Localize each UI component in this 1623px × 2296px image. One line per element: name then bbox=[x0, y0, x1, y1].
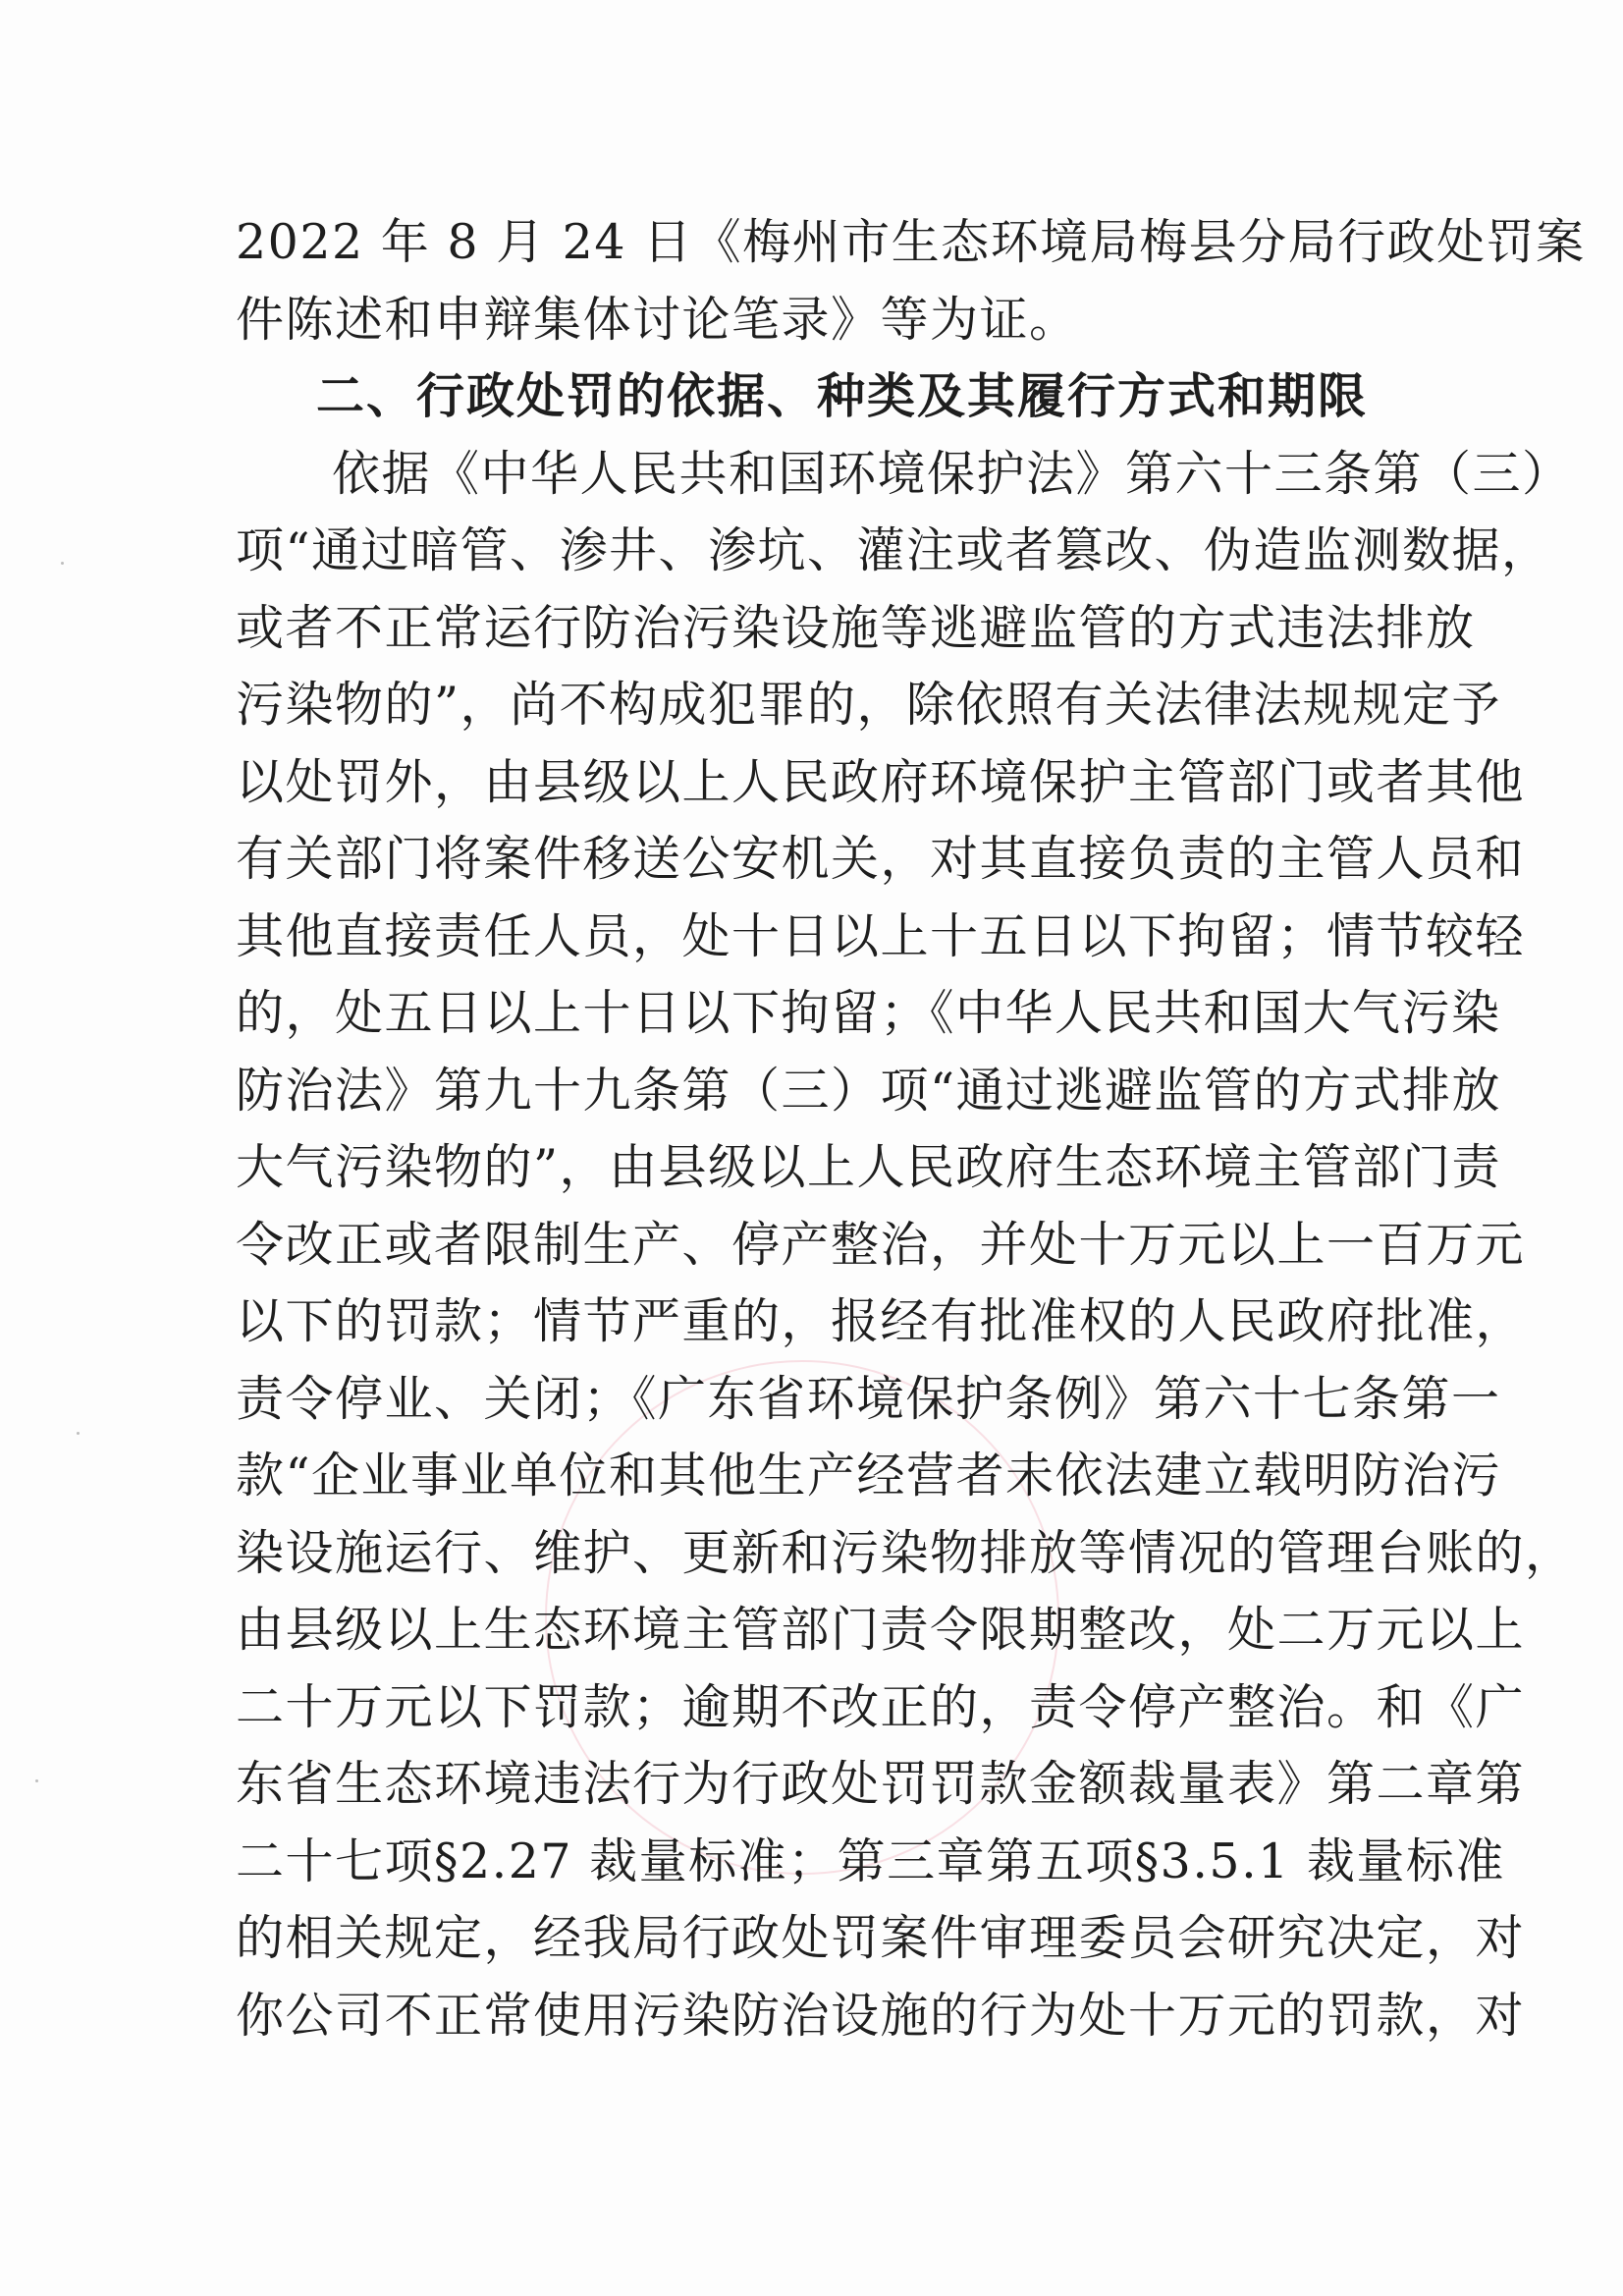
text-line: 的相关规定，经我局行政处罚案件审理委员会研究决定，对 bbox=[236, 1910, 1526, 1966]
text-line: 二十万元以下罚款；逾期不改正的，责令停产整治。和《广 bbox=[236, 1678, 1526, 1735]
text-line: 依据《中华人民共和国环境保护法》第六十三条第（三） bbox=[332, 445, 1572, 502]
text-line: 的，处五日以上十日以下拘留；《中华人民共和国大气污染 bbox=[236, 985, 1501, 1041]
text-line: 款“企业事业单位和其他生产经营者未依法建立载明防治污 bbox=[236, 1448, 1502, 1503]
text-line: 有关部门将案件移送公安机关，对其直接负责的主管人员和 bbox=[236, 831, 1526, 887]
text-line: 其他直接责任人员，处十日以上十五日以下拘留；情节较轻 bbox=[236, 907, 1526, 964]
text-line: 令改正或者限制生产、停产整治，并处十万元以上一百万元 bbox=[236, 1216, 1526, 1273]
text-line: 责令停业、关闭；《广东省环境保护条例》第六十七条第一 bbox=[236, 1370, 1501, 1427]
text-line: 2022 年 8 月 24 日《梅州市生态环境局梅县分局行政处罚案 bbox=[236, 214, 1586, 270]
text-line: 二十七项§2.27 裁量标准；第三章第五项§3.5.1 裁量标准 bbox=[236, 1832, 1505, 1889]
text-line: 大气污染物的”，由县级以上人民政府生态环境主管部门责 bbox=[236, 1139, 1502, 1195]
text-line: 东省生态环境违法行为行政处罚罚款金额裁量表》第二章第 bbox=[236, 1756, 1526, 1812]
text-line: 以下的罚款；情节严重的，报经有批准权的人民政府批准， bbox=[236, 1293, 1526, 1349]
text-line: 或者不正常运行防治污染设施等逃避监管的方式违法排放 bbox=[236, 599, 1476, 656]
text-line: 污染物的”，尚不构成犯罪的，除依照有关法律法规规定予 bbox=[236, 677, 1502, 733]
text-line: 项“通过暗管、渗井、渗坑、灌注或者篡改、伪造监测数据， bbox=[236, 522, 1551, 578]
text-line: 染设施运行、维护、更新和污染物排放等情况的管理台账的， bbox=[236, 1524, 1575, 1581]
document-body bbox=[236, 204, 1586, 2054]
text-line: 以处罚外，由县级以上人民政府环境保护主管部门或者其他 bbox=[236, 753, 1526, 810]
scan-speck bbox=[35, 1779, 38, 1782]
scan-speck bbox=[61, 562, 64, 565]
text-line: 你公司不正常使用污染防治设施的行为处十万元的罚款，对 bbox=[236, 1987, 1526, 2044]
text-line: 防治法》第九十九条第（三）项“通过逃避监管的方式排放 bbox=[236, 1062, 1502, 1119]
section-heading: 二、行政处罚的依据、种类及其履行方式和期限 bbox=[316, 368, 1369, 424]
text-line: 件陈述和申辩集体讨论笔录》等为证。 bbox=[236, 291, 1079, 348]
text-line: 由县级以上生态环境主管部门责令限期整改，处二万元以上 bbox=[236, 1602, 1526, 1658]
scan-speck bbox=[77, 1432, 80, 1435]
